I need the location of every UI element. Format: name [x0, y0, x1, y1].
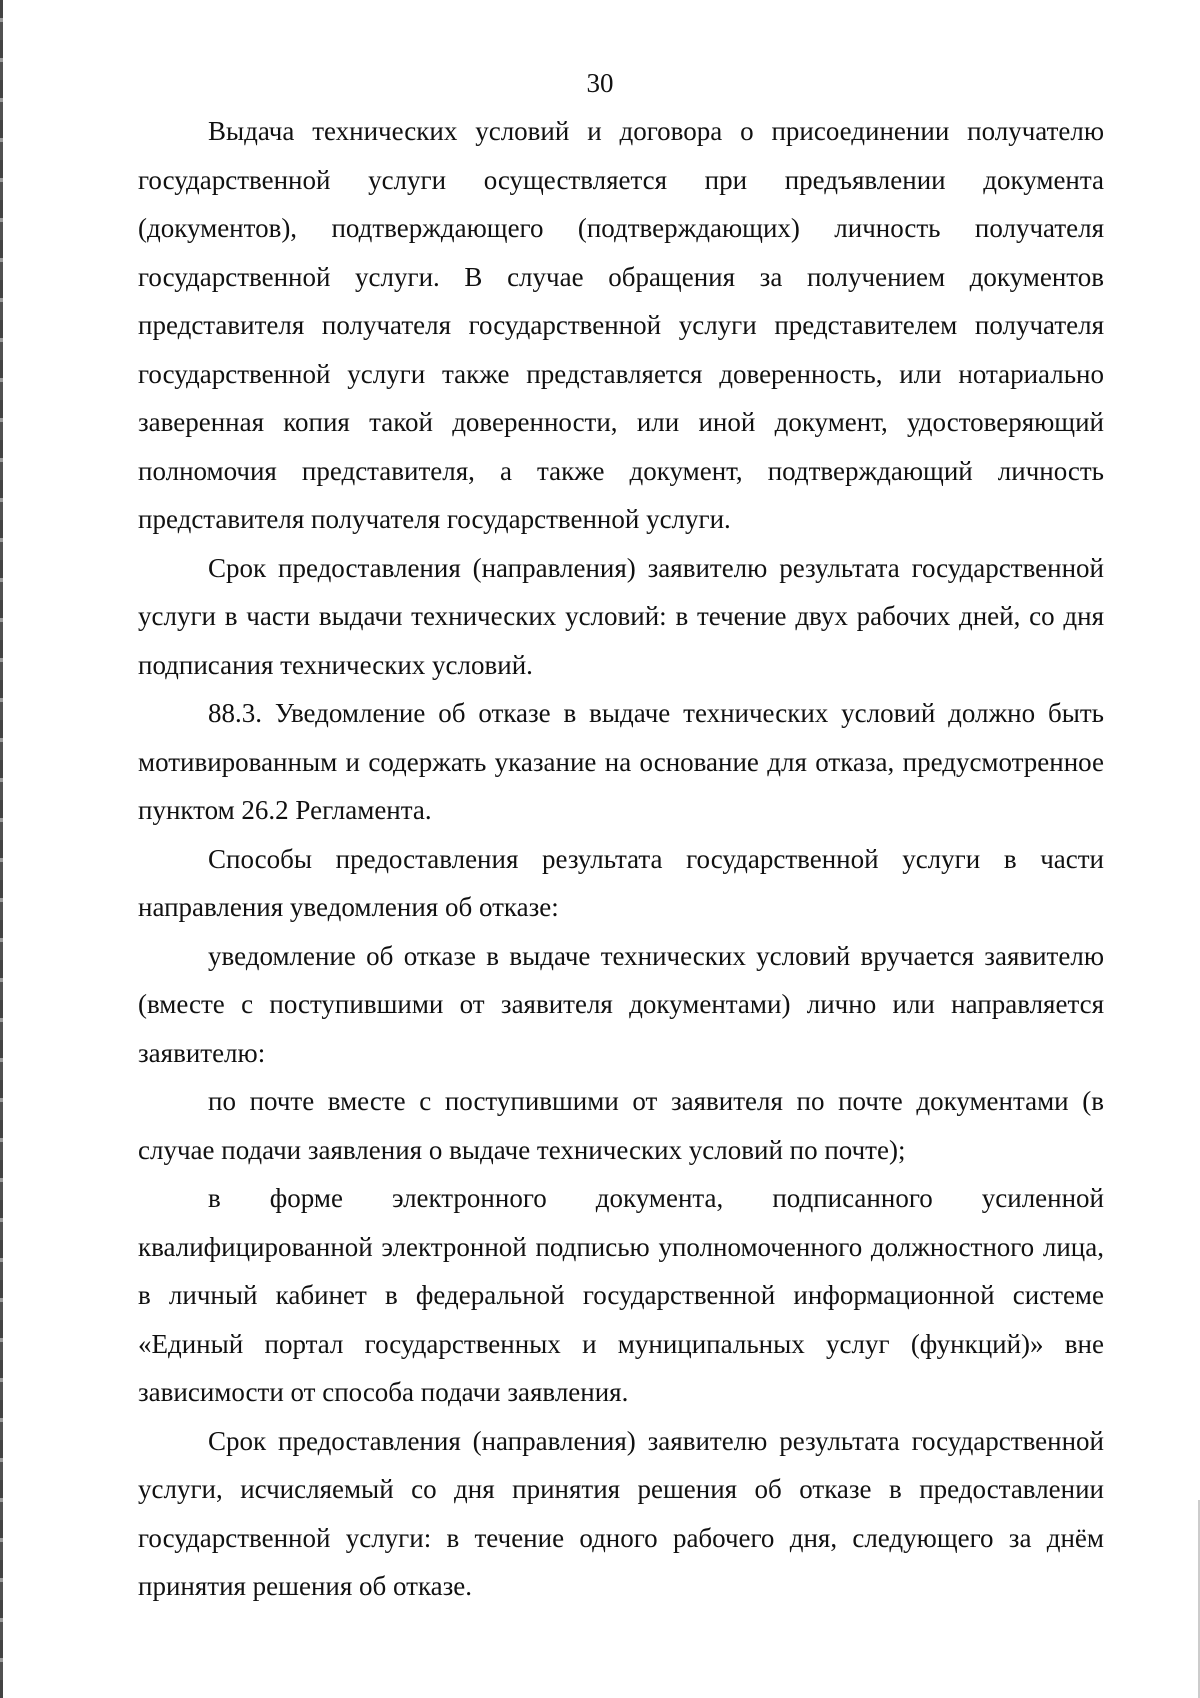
paragraph-by-post: по почте вместе с поступившими от заявителя по почте документами (в случае подачи заявления о выдаче технических условий по почте); — [138, 1086, 1104, 1165]
paragraph-electronic-form: в форме электронного документа, подписанного усиленной квалифицированной электронной подписью уполномоченного должностного лица, в личный кабинет в федеральной государственной информационной системе «Единый портал государственных и муниципальных услуг (функций)» вне зависимости от способа подачи заявления. — [138, 1183, 1104, 1407]
paragraph-refusal-delivery: уведомление об отказе в выдаче технических условий вручается заявителю (вместе с поступившими от заявителя документами) лично или направляется заявителю: — [138, 940, 1104, 1068]
page-number: 30 — [586, 68, 614, 98]
paragraph-refusal-notice: 88.3. Уведомление об отказе в выдаче технических условий должно быть мотивированным и содержать указание на основание для отказа, предусмотренное пунктом 26.2 Регламента. — [138, 698, 1104, 825]
paragraph-term-technical-conditions: Срок предоставления (направления) заявителю результата государственной услуги в части выдачи технических условий: в течение двух рабочих дней, со дня подписания технических условий. — [138, 552, 1104, 680]
paragraph-term-refusal: Срок предоставления (направления) заявителю результата государственной услуги, исчисляемый со дня принятия решения об отказе в предоставлении государственной услуги: в течение одного рабочего дня, следующего за днём принятия решения об отказе. — [138, 1425, 1104, 1601]
scan-edge-left — [0, 0, 3, 1698]
paragraph-document-issuance: Выдача технических условий и договора о присоединении получателю государственной услуги осуществляется при предъявлении документа (документов), подтверждающего (подтверждающих) личность получателя государственной услуги. В случае обращения за получением документов представителя получателя государственной услуги представителем получателя государственной услуги также представляется доверенность, или нотариально заверенная копия такой доверенности, или иной документ, удостоверяющий полномочия представителя, а также документ, подтверждающий личность представителя получателя государственной услуги. — [138, 116, 1104, 534]
paragraph-refusal-methods: Способы предоставления результата государственной услуги в части направления уведомления об отказе: — [138, 843, 1104, 922]
document-body — [138, 107, 1104, 1611]
